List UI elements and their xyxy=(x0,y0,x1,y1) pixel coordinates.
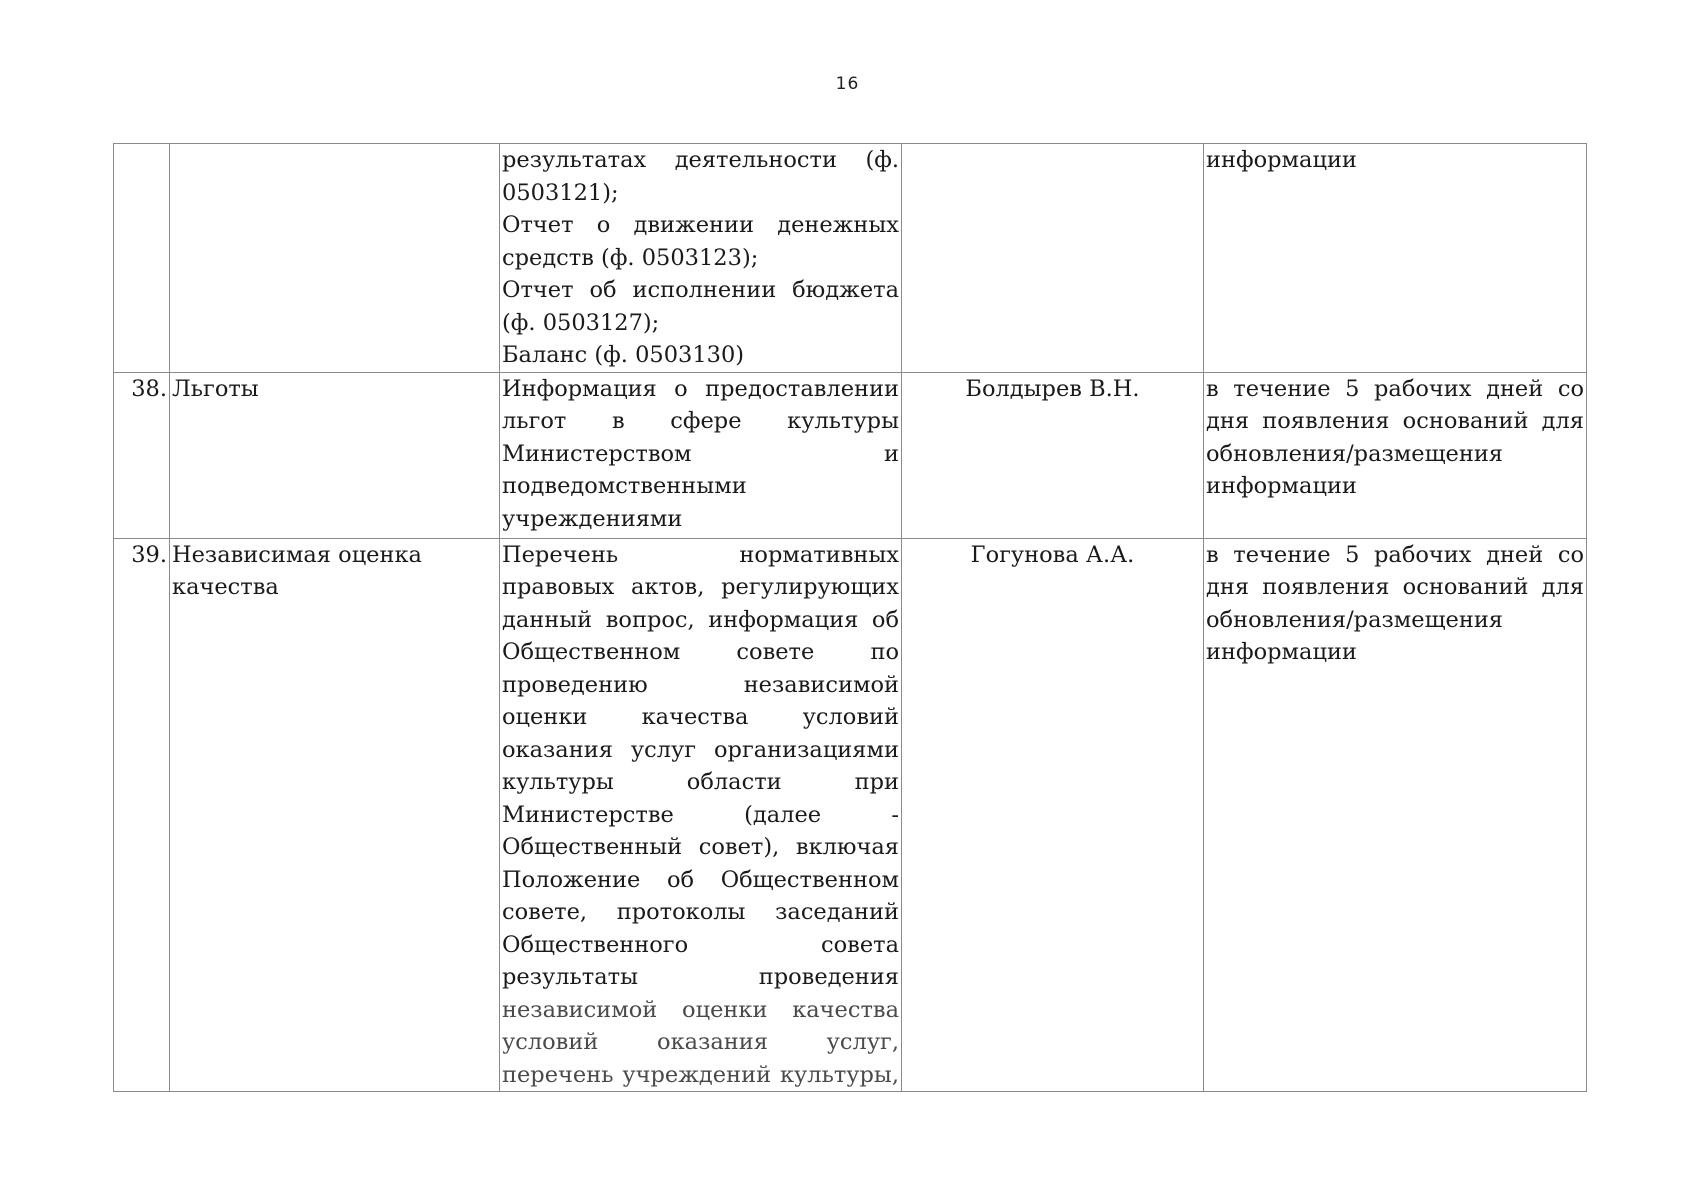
info-line: Общественном совете по xyxy=(502,639,899,665)
info-line: Министерстве (далее - xyxy=(502,801,899,828)
term-line: в течение 5 рабочих дней со xyxy=(1206,375,1584,402)
info-line: оказания услуг организациями xyxy=(502,736,899,763)
page-number: 16 xyxy=(835,74,860,94)
term-cell xyxy=(1204,538,1587,1092)
term-line: обновления/размещения xyxy=(1206,440,1504,467)
document-table xyxy=(113,143,1587,1092)
responsible-cell: Болдырев В.Н. xyxy=(902,372,1204,538)
info-line: условий оказания услуг, xyxy=(502,1029,899,1055)
info-line: учреждениями xyxy=(502,505,683,532)
info-line: Положение об Общественном xyxy=(502,866,899,893)
info-line: Отчет об исполнении бюджета xyxy=(502,277,899,303)
info-line: Баланс (ф. 0503130) xyxy=(502,342,745,368)
term-line: информации xyxy=(1206,639,1357,665)
row-number-cell: 39. xyxy=(114,538,170,1092)
information-cell xyxy=(500,372,902,538)
info-line: перечень учреждений культуры, xyxy=(502,1061,899,1088)
term-line: в течение 5 рабочих дней со xyxy=(1206,541,1584,568)
term-line: дня появления оснований для xyxy=(1206,408,1584,434)
row-number-cell: 38. xyxy=(114,372,170,538)
row-number-cell xyxy=(114,144,170,373)
info-line: средств (ф. 0503123); xyxy=(502,244,759,271)
section-cell: Льготы xyxy=(170,372,500,538)
table-row-38 xyxy=(114,372,1587,538)
information-cell xyxy=(500,144,902,373)
info-line: Общественного совета xyxy=(502,931,899,958)
info-line: данный вопрос, информация об xyxy=(502,606,899,633)
info-line: культуры области при xyxy=(502,769,899,795)
info-line: результатах деятельности (ф. xyxy=(502,147,899,173)
info-line: Перечень нормативных xyxy=(502,541,899,568)
term-line: информации xyxy=(1206,473,1357,499)
info-line: оценки качества условий xyxy=(502,704,899,730)
info-line: Отчет о движении денежных xyxy=(502,212,899,238)
info-line: независимой оценки качества xyxy=(502,996,899,1023)
info-line: (ф. 0503127); xyxy=(502,309,660,336)
info-line: проведению независимой xyxy=(502,671,899,698)
responsible-cell: Гогунова А.А. xyxy=(902,538,1204,1092)
info-line: Информация о предоставлении xyxy=(502,375,899,402)
term-cell xyxy=(1204,372,1587,538)
section-cell xyxy=(170,144,500,373)
info-line: результаты проведения xyxy=(502,964,899,990)
info-line: Министерством и xyxy=(502,440,899,467)
info-line: льгот в сфере культуры xyxy=(502,408,899,434)
info-line: Общественный совет), включая xyxy=(502,834,899,860)
info-line: совете, протоколы заседаний xyxy=(502,899,899,925)
info-line: правовых актов, регулирующих xyxy=(502,574,899,600)
table-row-continuation xyxy=(114,144,1587,373)
responsible-cell xyxy=(902,144,1204,373)
table-row-39 xyxy=(114,538,1587,1092)
term-line: информации xyxy=(1206,147,1357,173)
term-cell xyxy=(1204,144,1587,373)
term-line: дня появления оснований для xyxy=(1206,574,1584,600)
section-cell: Независимая оценка качества xyxy=(170,538,500,1092)
information-cell xyxy=(500,538,902,1092)
info-line: подведомственными xyxy=(502,473,747,499)
info-line: 0503121); xyxy=(502,179,619,206)
term-line: обновления/размещения xyxy=(1206,606,1504,633)
